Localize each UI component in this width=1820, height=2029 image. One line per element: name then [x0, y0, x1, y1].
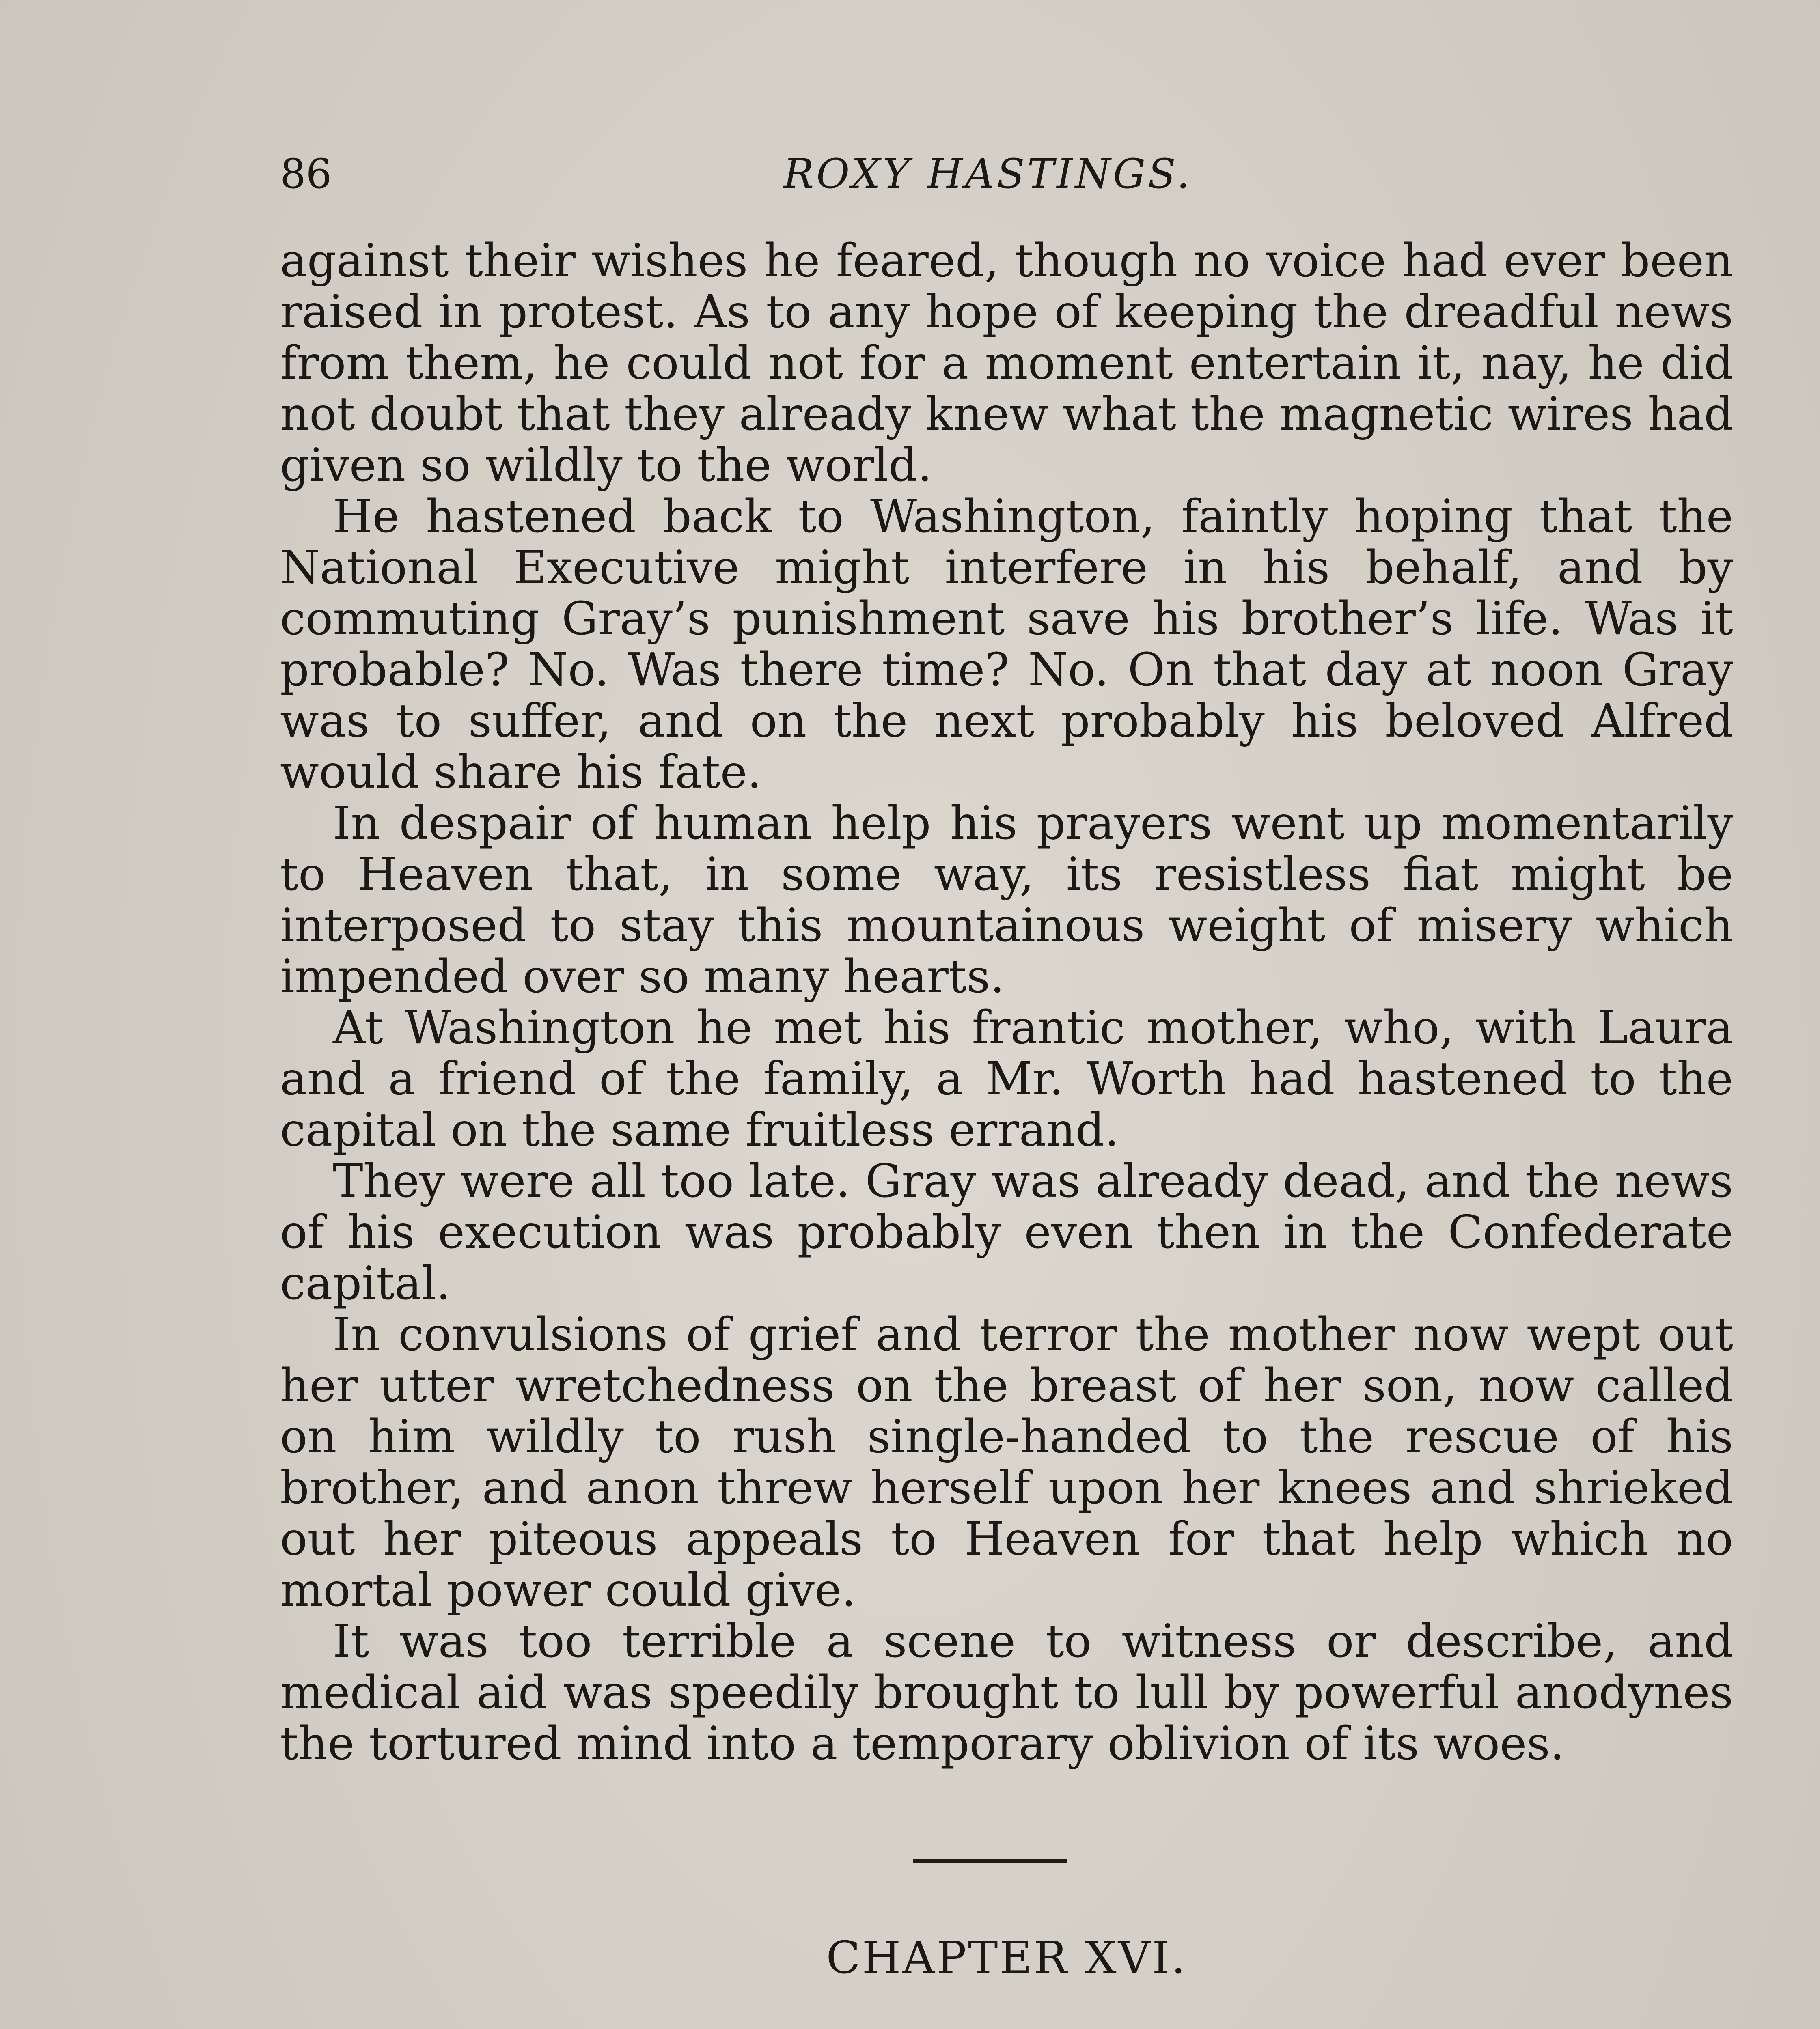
chapter-heading: CHAPTER XVI. — [826, 1932, 1187, 1984]
running-title: ROXY HASTINGS. — [783, 150, 1192, 198]
paragraph: It was too terrible a scene to witness or describe, and medical aid was speedily brought to lull by powerful anodynes the tortured mind into a temporary oblivion of its woes. — [280, 1615, 1733, 1770]
paragraph: At Washington he met his frantic mother, who, with Laura and a friend of the family, a Mr. Worth had hastened to the capital on the same fruitless errand. — [280, 1002, 1733, 1157]
page-number: 86 — [280, 150, 332, 198]
paragraph: He hastened back to Washington, faintly hoping that the National Executive might interfere in his behalf, and by commuting Gray’s punishment save his brother’s life. Was it probable? No. Was there time? No. On that day at noon Gray was to suffer, and on the next probably his beloved Alfred would share his fate. — [280, 490, 1733, 799]
page-header — [280, 134, 1737, 199]
body-text-top — [280, 235, 1733, 1769]
paragraph: In despair of human help his prayers went up momentarily to Heaven that, in some way, its resistless fiat might be interposed to stay this mountainous weight of misery which impended over so many hearts. — [280, 797, 1733, 1003]
paragraph: They were all too late. Gray was already dead, and the news of his execution was probably even then in the Confederate capital. — [280, 1155, 1733, 1310]
section-divider — [913, 1859, 1067, 1863]
paragraph: In convulsions of grief and terror the mother now wept out her utter wretchedness on the breast of her son, now called on him wildly to rush single-handed to the rescue of his brother, and anon threw herself upon her knees and shrieked out her piteous appeals to Heaven for that help which no mortal power could give. — [280, 1308, 1733, 1617]
paragraph: against their wishes he feared, though no voice had ever been raised in protest. As to any hope of keeping the dreadful news from them, he could not for a moment entertain it, nay, he did not doubt that they already knew what the magnetic wires had given so wildly to the world. — [280, 235, 1733, 492]
